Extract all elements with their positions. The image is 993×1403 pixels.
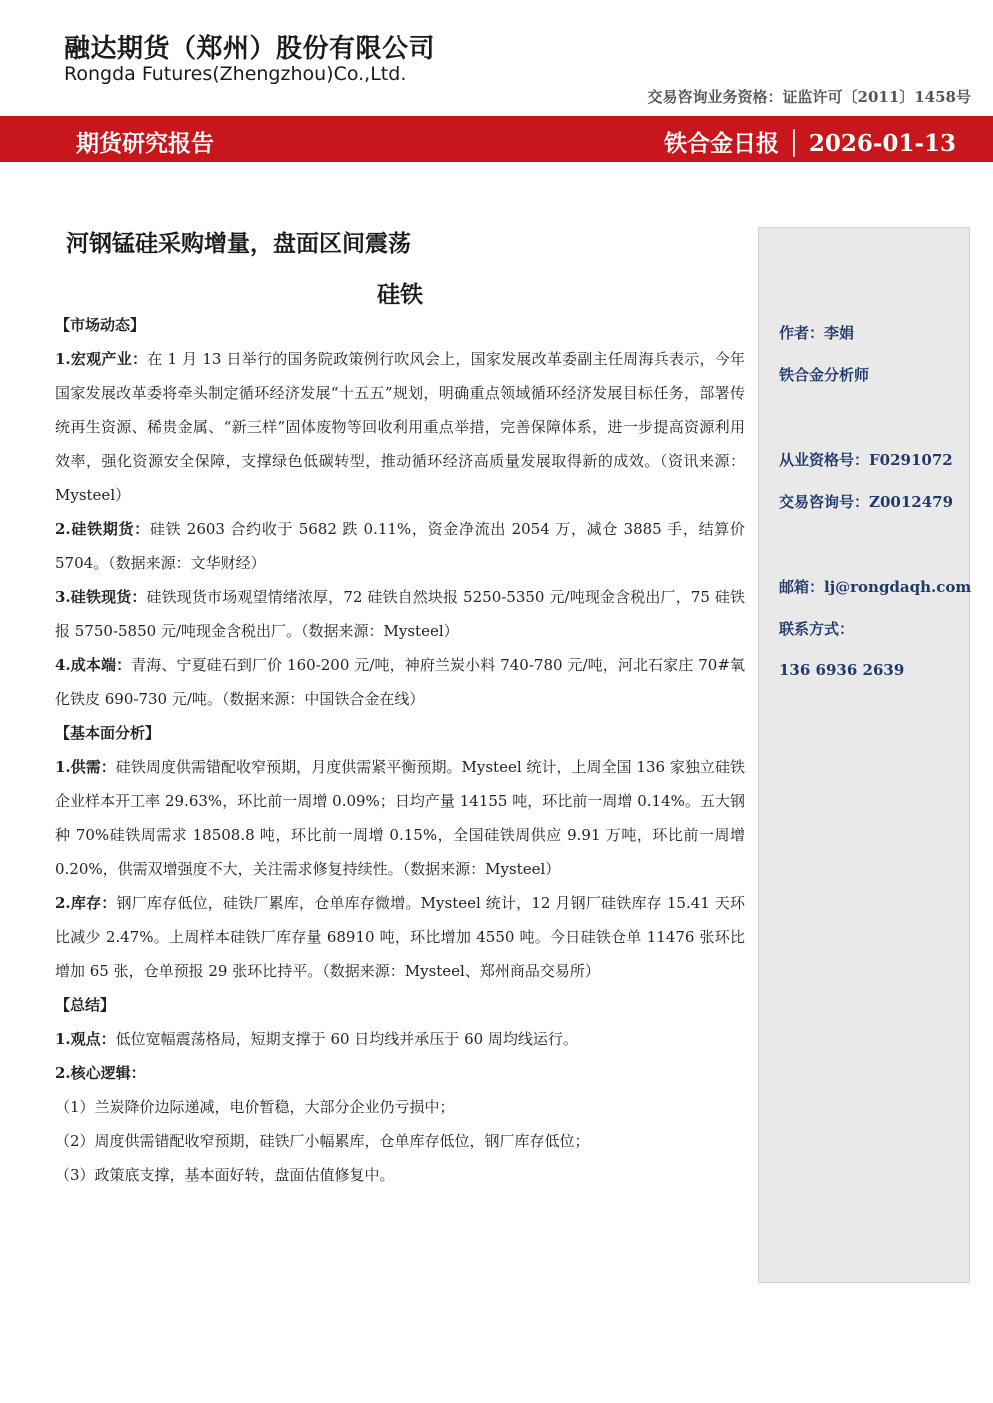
logic-item: （2）周度供需错配收窄预期，硅铁厂小幅累库，仓单库存低位，钢厂库存低位；	[55, 1132, 590, 1150]
qualification-number: 从业资格号：F0291072	[779, 451, 953, 469]
author-name: 作者：李娟	[779, 324, 855, 342]
report-banner	[0, 116, 993, 162]
section-heading-summary: 【总结】	[55, 996, 116, 1014]
company-name-en: Rongda Futures(Zhengzhou)Co.,Ltd.	[64, 63, 407, 85]
summary-logic	[55, 1056, 745, 1090]
item-label: 1.宏观产业：	[55, 350, 148, 368]
author-sidebar	[758, 227, 970, 1283]
item-label: 3.硅铁现货：	[55, 588, 147, 606]
item-label: 1.观点：	[55, 1030, 116, 1048]
logic-item: （3）政策底支撑，基本面好转，盘面估值修复中。	[55, 1166, 395, 1184]
item-label: 4.成本端：	[55, 656, 132, 674]
consult-number: 交易咨询号：Z0012479	[779, 493, 954, 511]
fundamentals-item	[55, 886, 745, 988]
market-item	[55, 648, 745, 716]
item-text: 硅铁 2603 合约收于 5682 跌 0.11%，资金净流出 2054 万，减仓 3885 手，结算价 5704。（数据来源：文华财经）	[55, 520, 745, 572]
item-text: 低位宽幅震荡格局，短期支撑于 60 日均线并承压于 60 周均线运行。	[115, 1030, 578, 1048]
item-label: 2.库存：	[55, 894, 117, 912]
report-title-date: 铁合金日报 │ 2026-01-13	[664, 130, 956, 157]
report-type: 期货研究报告	[76, 130, 214, 157]
subheadline: 硅铁	[377, 281, 423, 308]
item-text: 钢厂库存低位，硅铁厂累库，仓单库存微增。Mysteel 统计，12 月钢厂硅铁库存 15.41 天环比减少 2.47%。上周样本硅铁厂库存量 68910 吨，环比增加 4550 吨。今日硅铁仓单 11476 张环比增加 65 张，仓单预报 29 张环比持平。（数据来源：Mysteel、郑州商品交易所）	[55, 894, 745, 980]
report-body	[55, 308, 745, 1192]
author-email[interactable]: 邮箱：lj@rongdaqh.com	[779, 578, 972, 596]
summary-view	[55, 1022, 745, 1056]
item-label: 2.核心逻辑：	[55, 1064, 146, 1082]
market-item	[55, 512, 745, 580]
license-info: 交易咨询业务资格：证监许可〔2011〕1458号	[647, 88, 971, 106]
headline: 河钢锰硅采购增量，盘面区间震荡	[66, 230, 411, 257]
author-phone: 136 6936 2639	[779, 661, 905, 679]
item-text: 青海、宁夏硅石到厂价 160-200 元/吨，神府兰炭小料 740-780 元/吨，河北石家庄 70#氧化铁皮 690-730 元/吨。（数据来源：中国铁合金在线）	[55, 656, 745, 708]
item-text: 硅铁现货市场观望情绪浓厚，72 硅铁自然块报 5250-5350 元/吨现金含税出厂，75 硅铁报 5750-5850 元/吨现金含税出厂。（数据来源：Mysteel）	[55, 588, 745, 640]
fundamentals-item	[55, 750, 745, 886]
item-text: 在 1 月 13 日举行的国务院政策例行吹风会上，国家发展改革委副主任周海兵表示，今年国家发展改革委将牵头制定循环经济发展“十五五”规划，明确重点领域循环经济发展目标任务，部署传统再生资源、稀贵金属、“新三样”固体废物等回收利用重点举措，完善保障体系，进一步提高资源利用效率，强化资源安全保障，支撑绿色低碳转型，推动循环经济高质量发展取得新的成效。（资讯来源：Mysteel）	[55, 350, 745, 504]
company-name-cn: 融达期货（郑州）股份有限公司	[64, 34, 436, 64]
item-text: 硅铁周度供需错配收窄预期，月度供需紧平衡预期。Mysteel 统计，上周全国 136 家独立硅铁企业样本开工率 29.63%，环比前一周增 0.09%；日均产量 14155 吨，环比前一周增 0.14%。五大钢种 70%硅铁周需求 18508.8 吨，环比前一周增 0.15%，全国硅铁周供应 9.91 万吨，环比前一周增 0.20%，供需双增强度不大，关注需求修复持续性。（数据来源：Mysteel）	[55, 758, 745, 878]
section-heading-fundamentals: 【基本面分析】	[55, 724, 161, 742]
contact-label: 联系方式：	[779, 620, 855, 638]
item-label: 2.硅铁期货：	[55, 520, 150, 538]
author-role: 铁合金分析师	[779, 366, 870, 384]
logic-item: （1）兰炭降价边际递减，电价暂稳，大部分企业仍亏损中；	[55, 1098, 455, 1116]
section-heading-market: 【市场动态】	[55, 316, 146, 334]
item-label: 1.供需：	[55, 758, 116, 776]
market-item	[55, 580, 745, 648]
market-item	[55, 342, 745, 512]
